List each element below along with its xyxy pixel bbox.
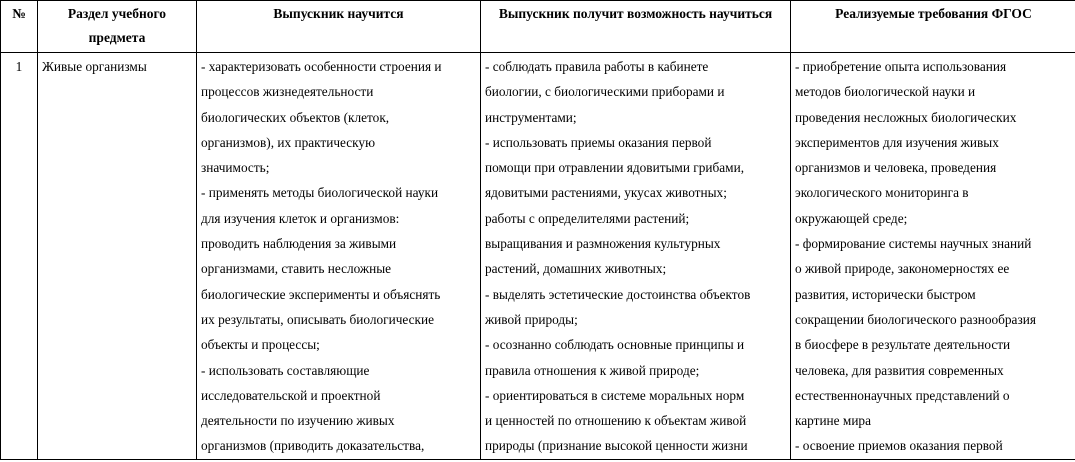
will-learn-line: объекты и процессы;: [201, 337, 320, 353]
will-learn-line: биологические эксперименты и объяснять: [201, 286, 441, 302]
opportunity-line: ядовитыми растениями, укусах животных;: [485, 185, 727, 201]
opportunity-line: - осознанно соблюдать основные принципы и: [485, 337, 745, 353]
fgos-line: - освоение приемов оказания первой: [795, 438, 1003, 454]
will-learn-line: значимость;: [201, 160, 270, 176]
fgos-line: человека, для развития современных: [795, 362, 1004, 378]
will-learn-line: для изучения клеток и организмов:: [201, 210, 400, 226]
opportunity-line: - ориентироваться в системе моральных норм: [485, 387, 745, 403]
opportunity-line: - соблюдать правила работы в кабинете: [485, 59, 709, 74]
fgos-line: - приобретение опыта использования: [795, 59, 1007, 74]
opportunity-line: биологии, с биологическими приборами и: [485, 84, 725, 100]
opportunity-line: природы (признание высокой ценности жизни: [485, 438, 748, 454]
fgos-line: развития, исторически быстром: [795, 286, 976, 302]
opportunity-line: помощи при отравлении ядовитыми грибами,: [485, 160, 745, 176]
fgos-line: экологического мониторинга в: [795, 185, 969, 201]
will-learn-line: процессов жизнедеятельности: [201, 84, 374, 100]
will-learn-line: деятельности по изучению живых: [201, 413, 395, 429]
will-learn-line: проводить наблюдения за живыми: [201, 236, 397, 252]
opportunity-line: выращивания и размножения культурных: [485, 236, 721, 252]
fgos-line: организмов и человека, проведения: [795, 160, 997, 176]
row-section: Живые организмы: [38, 53, 197, 460]
opportunity-line: инструментами;: [485, 109, 577, 125]
will-learn-line: исследовательской и проектной: [201, 387, 381, 403]
fgos-line: в биосфере в результате деятельности: [795, 337, 1011, 353]
header-number: №: [1, 1, 38, 53]
opportunity-line: растений, домашних животных;: [485, 261, 667, 277]
fgos-line: естественнонаучных представлений о: [795, 387, 1010, 403]
fgos-line: окружающей среде;: [795, 210, 908, 226]
fgos-cell: [791, 53, 1075, 460]
table-header-row: [1, 1, 1075, 53]
row-number: 1: [1, 53, 38, 460]
opportunity-line: работы с определителями растений;: [485, 210, 690, 226]
will-learn-line: организмами, ставить несложные: [201, 261, 392, 277]
fgos-line: о живой природе, закономерностях ее: [795, 261, 1010, 277]
opportunity-line: - использовать приемы оказания первой: [485, 134, 712, 150]
will-learn-line: их результаты, описывать биологические: [201, 311, 435, 327]
opportunity-line: правила отношения к живой природе;: [485, 362, 700, 378]
fgos-line: проведения несложных биологических: [795, 109, 1017, 125]
header-opportunity: Выпускник получит возможность научиться: [481, 1, 791, 53]
fgos-line: - формирование системы научных знаний: [795, 236, 1032, 252]
will-learn-cell: [197, 53, 481, 460]
fgos-line: сокращении биологического разнообразия: [795, 311, 1036, 327]
header-section: Раздел учебного предмета: [38, 1, 197, 53]
will-learn-line: - характеризовать особенности строения и: [201, 59, 442, 74]
opportunity-line: - выделять эстетические достоинства объектов: [485, 286, 751, 302]
fgos-line: картине мира: [795, 413, 871, 429]
will-learn-line: - применять методы биологической науки: [201, 185, 439, 201]
will-learn-line: - использовать составляющие: [201, 362, 370, 378]
will-learn-line: биологических объектов (клеток,: [201, 109, 390, 125]
header-fgos: Реализуемые требования ФГОС: [791, 1, 1075, 53]
opportunity-line: живой природы;: [485, 311, 578, 327]
table-row: [1, 53, 1075, 460]
opportunity-line: и ценностей по отношению к объектам живой: [485, 413, 747, 429]
will-learn-line: организмов), их практическую: [201, 134, 376, 150]
fgos-line: экспериментов для изучения живых: [795, 134, 999, 150]
will-learn-line: организмов (приводить доказательства,: [201, 438, 425, 454]
opportunity-cell: [481, 53, 791, 460]
fgos-line: методов биологической науки и: [795, 84, 976, 100]
header-will-learn: Выпускник научится: [197, 1, 481, 53]
